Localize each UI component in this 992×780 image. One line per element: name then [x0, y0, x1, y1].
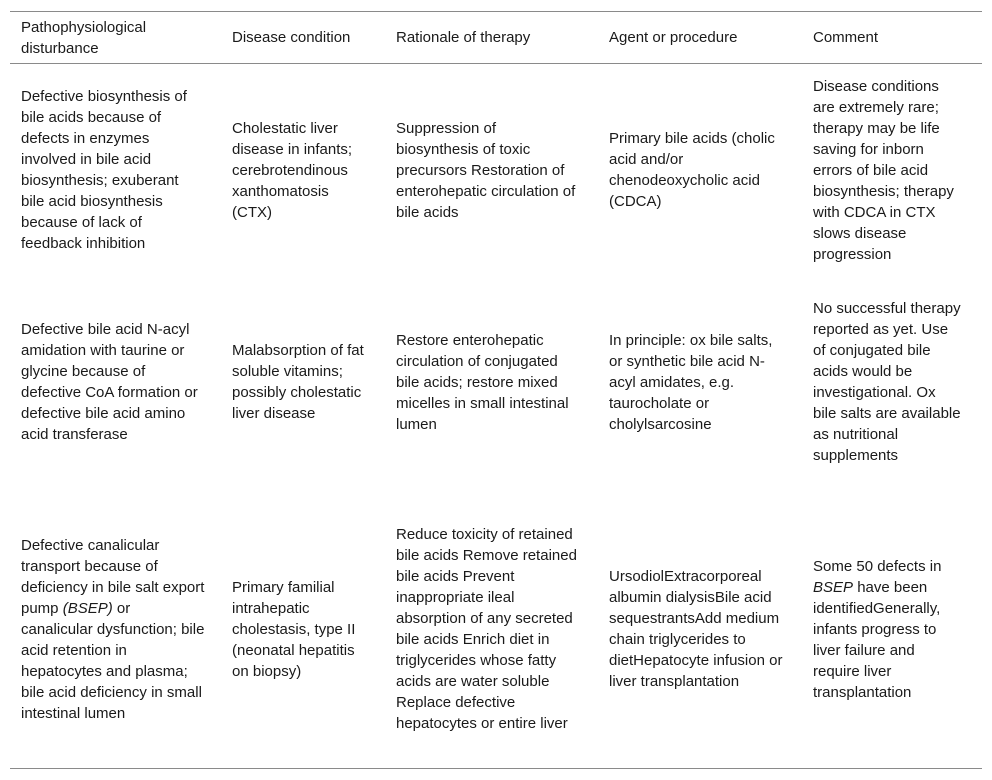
cell-comment: Disease conditions are extremely rare; therapy may be life saving for inborn errors of bile acid biosynthesis; therapy with CDCA in CTX slows disease progression [813, 77, 954, 263]
cell-agent: Primary bile acids (cholic acid and/or chenodeoxycholic acid (CDCA) [609, 130, 775, 210]
table-header-row [10, 12, 982, 64]
cell-condition: Primary familial intrahepatic cholestasis, type II (neonatal hepatitis on biopsy) [232, 578, 356, 680]
header-cell-rationale: Rationale of therapy [396, 29, 531, 46]
table-row [10, 64, 982, 276]
cell-condition: Cholestatic liver disease in infants; cerebrotendinous xanthomatosis (CTX) [232, 119, 353, 221]
cell-disturbance: Defective biosynthesis of bile acids because of defects in enzymes involved in bile acid biosynthesis; exuberant bile acid biosynthesis because of lack of feedback inhibition [21, 88, 187, 252]
cell-rationale: Restore enterohepatic circulation of conjugated bile acids; restore mixed micelles in small intestinal lumen [396, 331, 569, 433]
cell-disturbance-text: Defective canalicular transport because of deficiency in bile salt export pump (BSEP) or canalicular dysfunction; bile acid retention in hepatocytes and plasma; bile acid deficiency in small intestinal lumen [21, 536, 205, 722]
table-row [10, 488, 982, 770]
cell-comment [813, 488, 963, 770]
bsep-term: BSEP [813, 578, 854, 596]
cell-rationale: Suppression of biosynthesis of toxic precursors Restoration of enterohepatic circulation of bile acids [396, 119, 576, 221]
cell-agent: In principle: ox bile salts, or synthetic bile acid N-acyl amidates, e.g. taurocholate or cholylsarcosine [609, 331, 773, 433]
table-row [10, 276, 982, 488]
cell-disturbance [21, 488, 206, 770]
header-cell-disturbance: Pathophysiological disturbance [21, 18, 147, 57]
cell-comment-text: Some 50 defects in BSEP have been identifiedGenerally, infants progress to liver failure and require liver transplantation [813, 557, 942, 701]
cell-agent: UrsodiolExtracorporeal albumin dialysisBile acid sequestrantsAdd medium chain triglycerides to dietHepatocyte infusion or liver transplantation [609, 568, 783, 690]
cell-disturbance: Defective bile acid N-acyl amidation with taurine or glycine because of defective CoA formation or defective bile acid amino acid transferase [21, 321, 198, 443]
cell-condition: Malabsorption of fat soluble vitamins; possibly cholestatic liver disease [232, 342, 364, 422]
bsep-term: (BSEP) [62, 599, 113, 617]
cell-rationale: Reduce toxicity of retained bile acids Remove retained bile acids Prevent inappropriate ileal absorption of any secreted bile acids Enrich diet in triglycerides whose fatty acids are water soluble Replace defective hepatocytes or entire liver [396, 526, 577, 732]
therapy-table [10, 11, 982, 769]
cell-comment: No successful therapy reported as yet. Use of conjugated bile acids would be investigational. Ox bile salts are available as nutritional supplements [813, 300, 961, 464]
header-cell-condition: Disease condition [232, 29, 351, 46]
header-cell-agent: Agent or procedure [609, 29, 738, 46]
header-cell-comment: Comment [813, 29, 879, 46]
